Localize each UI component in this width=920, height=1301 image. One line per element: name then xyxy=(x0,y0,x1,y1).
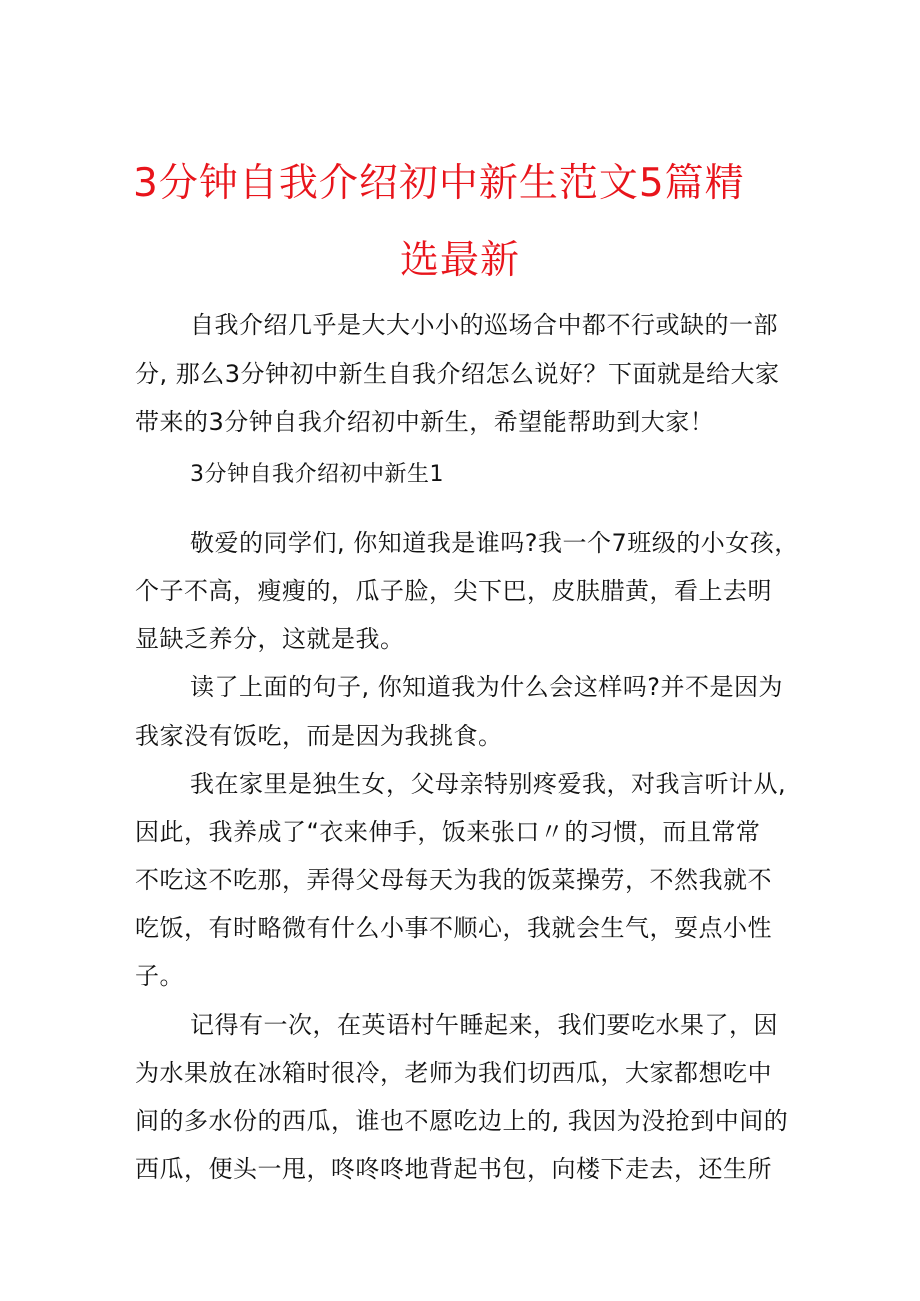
body-line-14: 西瓜，便头一甩，咚咚咚地背起书包，向楼下走去，还生所 xyxy=(135,1155,772,1183)
body-line-9: 吃饭，有时略微有什么小事不顺心，我就会生气，耍点小性 xyxy=(135,914,772,942)
body-line-5: 我家没有饭吃，而是因为我挑食。 xyxy=(135,722,503,750)
body-line-1: 敬爱的同学们, 你知道我是谁吗?我一个7班级的小女孩， xyxy=(190,529,799,557)
document-title-line-1: 3分钟自我介绍初中新生范文5篇精 xyxy=(133,161,745,206)
intro-line-3: 带来的3分钟自我介绍初中新生，希望能帮助到大家！ xyxy=(135,408,715,436)
document-title-line-2: 选最新 xyxy=(399,238,520,283)
body-line-3: 显缺乏养分，这就是我。 xyxy=(135,625,405,653)
body-line-12: 为水果放在冰箱时很冷，老师为我们切西瓜，大家都想吃中 xyxy=(135,1059,772,1087)
intro-line-2: 分, 那么3分钟初中新生自我介绍怎么说好？下面就是给大家 xyxy=(135,360,780,388)
body-line-8: 不吃这不吃那，弄得父母每天为我的饭菜操劳，不然我就不 xyxy=(135,866,772,894)
intro-line-1: 自我介绍几乎是大大小小的巡场合中都不行或缺的一部 xyxy=(190,311,778,339)
body-line-10: 子。 xyxy=(135,962,184,990)
body-line-7: 因此，我养成了“衣来伸手，饭来张口〃的习惯，而且常常 xyxy=(135,818,761,846)
body-line-2: 个子不高，瘦瘦的，瓜子脸，尖下巴，皮肤腊黄，看上去明 xyxy=(135,577,772,605)
body-line-6: 我在家里是独生女，父母亲特别疼爱我，对我言听计从, xyxy=(190,770,787,798)
body-line-4: 读了上面的句子, 你知道我为什么会这样吗?并不是因为 xyxy=(190,673,783,701)
body-line-11: 记得有一次，在英语村午睡起来，我们要吃水果了，因 xyxy=(190,1011,778,1039)
section-heading: 3分钟自我介绍初中新生1 xyxy=(190,462,444,487)
body-line-13: 间的多水份的西瓜，谁也不愿吃边上的, 我因为没抢到中间的 xyxy=(135,1107,789,1135)
